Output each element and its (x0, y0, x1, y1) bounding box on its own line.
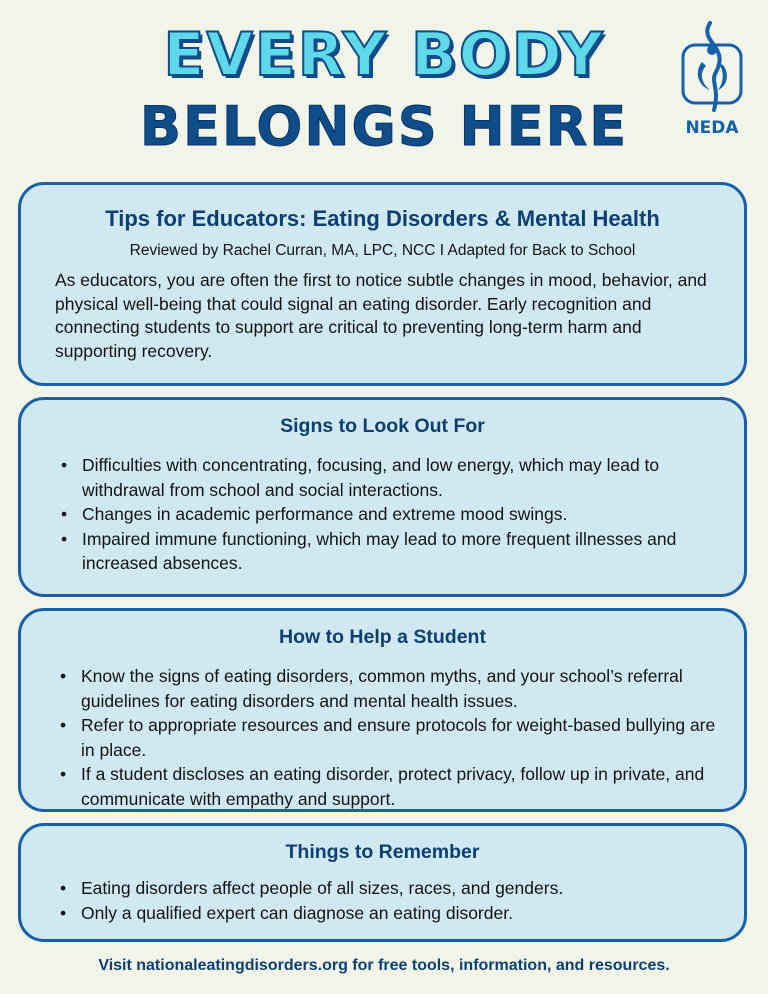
bullet-icon: • (61, 528, 68, 549)
list-item-text: Eating disorders affect people of all sizes, races, and genders. (81, 878, 564, 898)
list-item (60, 876, 724, 901)
intro-heading: Tips for Educators: Eating Disorders & Mental Health (105, 206, 660, 231)
intro-body: As educators, you are often the first to notice subtle changes in mood, behavior, and physical well-being that could signal an eating disorder. Early recognition and connecting students to support are critical to preventing long-term harm and supporting recovery. (55, 270, 707, 361)
list-item-text: Difficulties with concentrating, focusing, and low energy, which may lead to withdrawal from school and social interactions. (82, 455, 660, 500)
list-item (61, 527, 724, 576)
intro-card (18, 182, 747, 386)
bullet-icon: • (60, 764, 67, 784)
list-item-text: Impaired immune functioning, which may lead to more frequent illnesses and increased absences. (82, 528, 677, 573)
list-item (60, 664, 724, 713)
byline: Reviewed by Rachel Curran, MA, LPC, NCC I Adapted for Back to School (129, 242, 636, 259)
remember-heading: Things to Remember (285, 841, 480, 863)
signs-list (61, 453, 724, 576)
title-line-2: BELONGS HERE (139, 95, 629, 158)
list-item (60, 713, 724, 762)
list-item-text: Only a qualified expert can diagnose an eating disorder. (81, 902, 513, 923)
bullet-icon: • (61, 504, 68, 524)
list-item (61, 502, 724, 527)
list-item-text: If a student discloses an eating disorder, protect privacy, follow up in private, and communicate with empathy and support. (81, 764, 705, 809)
list-item (60, 762, 724, 811)
list-item (60, 901, 724, 926)
footer-text: Visit nationaleatingdisorders.org for free tools, information, and resources. (98, 957, 670, 974)
bullet-icon: • (60, 715, 67, 735)
help-heading: How to Help a Student (279, 626, 486, 648)
list-item-text: Refer to appropriate resources and ensure protocols for weight-based bullying are in place. (81, 715, 716, 760)
list-item-text: Know the signs of eating disorders, common myths, and your school’s referral guidelines for eating disorders and mental health issues. (81, 666, 683, 711)
help-card (18, 608, 747, 812)
help-list (60, 664, 724, 811)
signs-card (18, 397, 747, 597)
neda-figure-logo-icon (680, 20, 744, 116)
remember-list (60, 876, 724, 925)
bullet-icon: • (60, 878, 67, 898)
bullet-icon: • (60, 902, 67, 923)
logo-text: NEDA (685, 118, 739, 138)
bullet-icon: • (61, 455, 68, 475)
remember-card (18, 823, 747, 942)
list-item (61, 453, 724, 502)
bullet-icon: • (60, 666, 67, 686)
title-line-1: EVERY BODY (163, 20, 605, 90)
list-item-text: Changes in academic performance and extreme mood swings. (82, 504, 568, 524)
neda-logo (680, 20, 744, 140)
signs-heading: Signs to Look Out For (280, 415, 485, 437)
